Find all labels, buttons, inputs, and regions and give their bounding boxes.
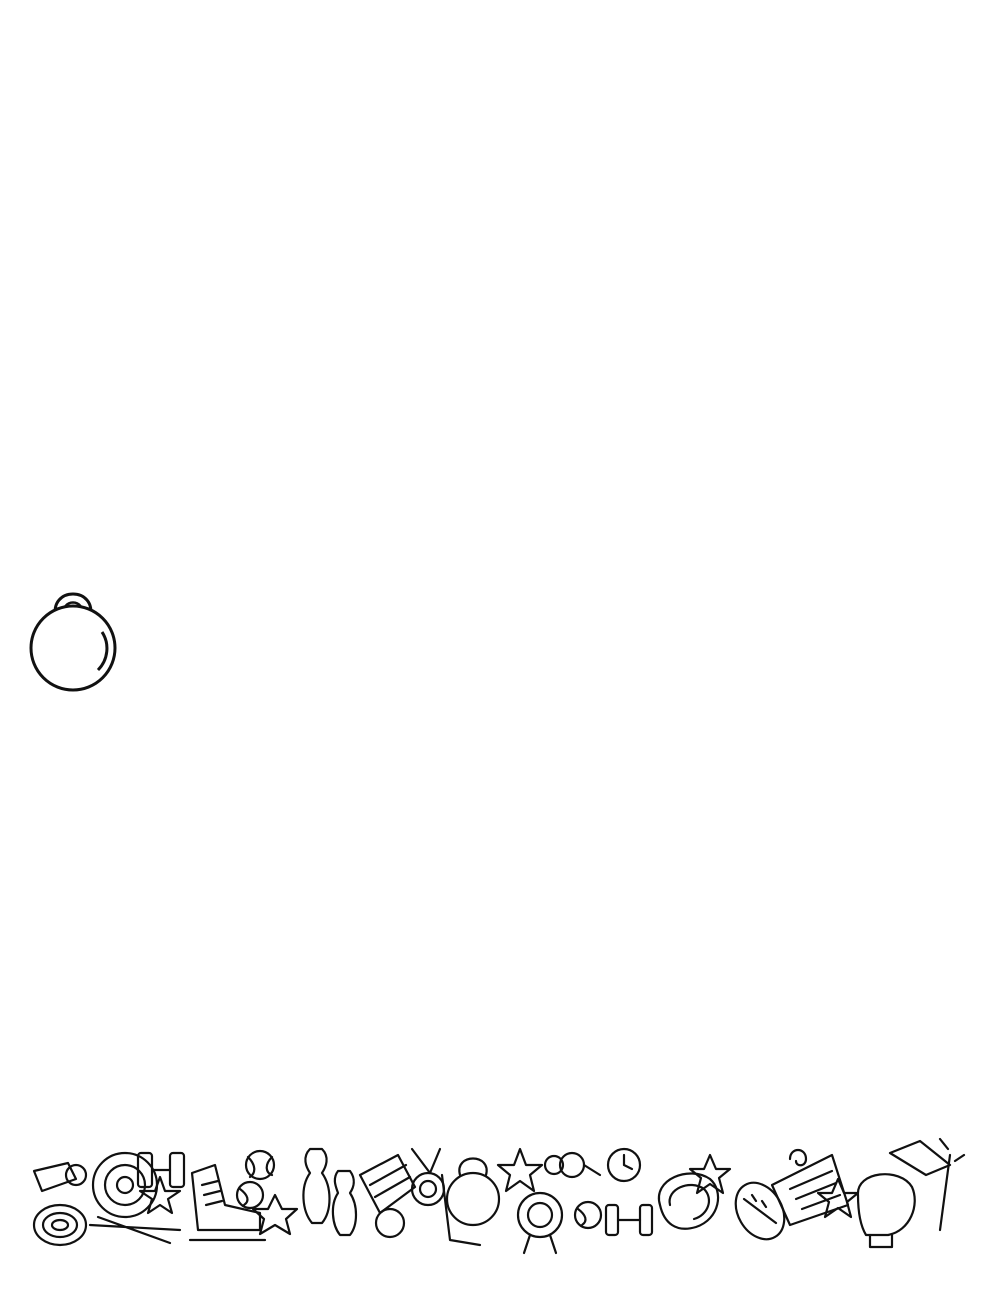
kettlebell-icon — [442, 1159, 499, 1246]
star-icon — [498, 1149, 542, 1191]
page-number — [40, 620, 100, 670]
shuttlecock-icon — [360, 1155, 415, 1237]
top-diamond-border — [0, 64, 986, 88]
left-diamond-border-lower — [58, 690, 84, 1165]
darts-icon — [890, 1139, 964, 1230]
dumbbell-icon — [560, 1153, 652, 1235]
whistle-icon — [34, 1163, 86, 1245]
tennis-ball-icon — [237, 1151, 274, 1208]
left-diamond-border-upper — [58, 0, 84, 590]
target-icon — [90, 1153, 180, 1243]
sports-doodle-footer — [20, 1135, 986, 1255]
medal-icon — [412, 1149, 444, 1205]
goggles-icon — [659, 1173, 718, 1228]
star-icon — [140, 1177, 180, 1213]
star-icon — [690, 1155, 730, 1193]
ice-skate-icon — [190, 1165, 265, 1240]
stopwatch-icon — [608, 1149, 640, 1181]
award-rosette-icon — [518, 1193, 562, 1253]
star-icon — [818, 1179, 858, 1217]
boxing-glove-icon — [858, 1174, 915, 1247]
